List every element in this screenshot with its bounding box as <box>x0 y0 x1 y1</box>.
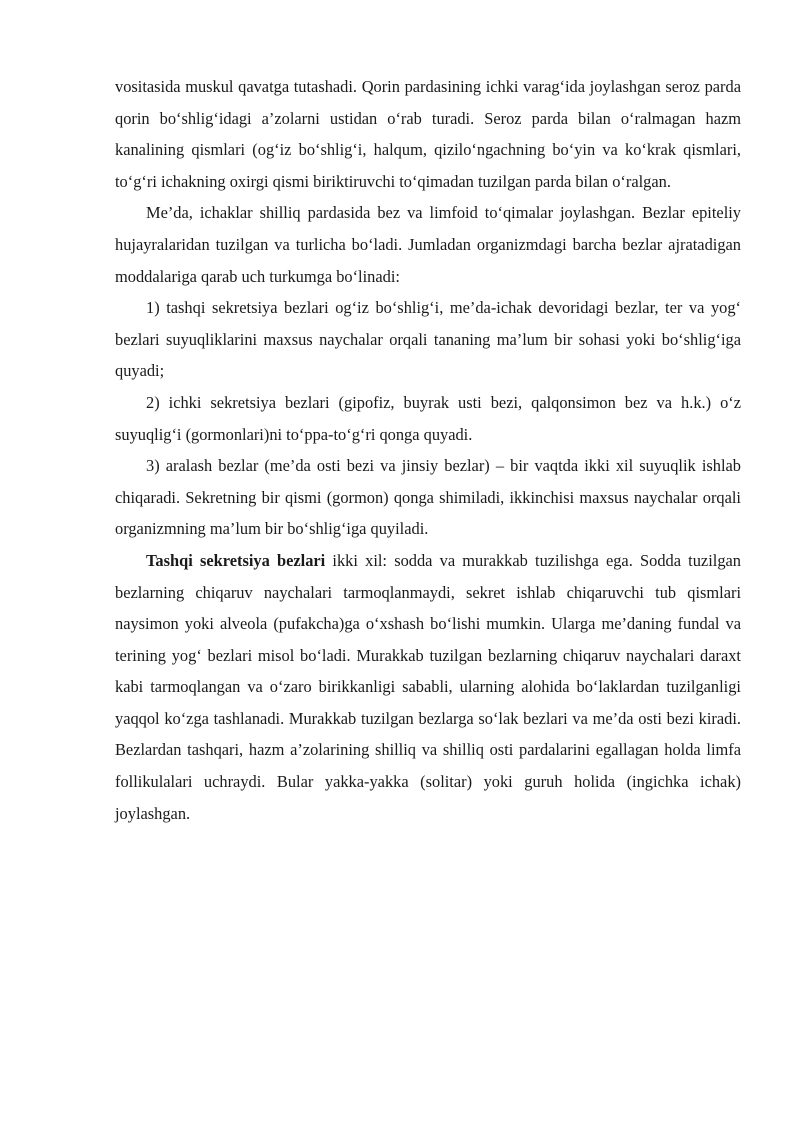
paragraph-body: ikki xil: sodda va murakkab tuzilishga ega. Sodda tuzilgan bezlarning chiqaruv naychalari tarmoqlanmaydi, sekret ishlab chiqaruvchi tub qismlari naysimon yoki alveola (pufakcha)ga o‘xshash bo‘lishi mumkin. Ularga me’daning fundal va terining yog‘ bezlari misol bo‘ladi. Murakkab tuzilgan bezlarning chiqaruv naychalari daraxt kabi tarmoqlangan va o‘zaro birikkanligi sababli, ularning alohida bo‘laklardan tuzilganligi yaqqol ko‘zga tashlanadi. Murakkab tuzilgan bezlarga so‘lak bezlari va me’da osti bezi kiradi. Bezlardan tashqari, hazm a’zolarining shilliq va shilliq osti pardalarini egallagan holda limfa follikulalari uchraydi. Bular yakka-yakka (solitar) yoki guruh holida (ingichka ichak) joylashgan. <box>115 550 741 823</box>
bold-term: Tashqi sekretsiya bezlari <box>146 550 326 570</box>
list-item-endocrine-glands: 2) ichki sekretsiya bezlari (gipofiz, buyrak usti bezi, qalqonsimon bez va h.k.) o‘z suyuqlig‘i (gormonlari)ni to‘ppa-to‘g‘ri qonga quyadi. <box>115 392 741 444</box>
list-item-exocrine-glands: 1) tashqi sekretsiya bezlari og‘iz bo‘shlig‘i, me’da-ichak devoridagi bezlar, ter va yog‘ bezlari suyuqliklarini maxsus naychalar orqali tananing ma’lum bir sohasi yoki bo‘shlig‘iga quyadi; <box>115 298 741 381</box>
paragraph-serous-membrane: vositasida muskul qavatga tutashadi. Qorin pardasining ichki varag‘ida joylashgan seroz parda qorin bo‘shlig‘idagi a’zolarni ustidan o‘rab turadi. Seroz parda bilan o‘ralmagan hazm kanalining qismlari (og‘iz bo‘shlig‘i, halqum, qizilo‘ngachning bo‘yin va ko‘krak qismlari, to‘g‘ri ichakning oxirgi qismi biriktiruvchi to‘qimadan tuzilgan parda bilan o‘ralgan. <box>115 77 741 191</box>
list-item-mixed-glands: 3) aralash bezlar (me’da osti bezi va jinsiy bezlar) – bir vaqtda ikki xil suyuqlik ishlab chiqaradi. Sekretning bir qismi (gormon) qonga shimiladi, ikkinchisi maxsus naychalar orqali organizmning ma’lum bir bo‘shlig‘iga quyiladi. <box>115 456 741 539</box>
paragraph-glands-intro: Me’da, ichaklar shilliq pardasida bez va limfoid to‘qimalar joylashgan. Bezlar epiteliy hujayralaridan tuzilgan va turlicha bo‘ladi. Jumladan organizmdagi barcha bezlar ajratadigan moddalariga qarab uch turkumga bo‘linadi: <box>115 203 741 286</box>
document-page <box>115 71 741 829</box>
paragraph-exocrine-structure <box>115 545 741 829</box>
